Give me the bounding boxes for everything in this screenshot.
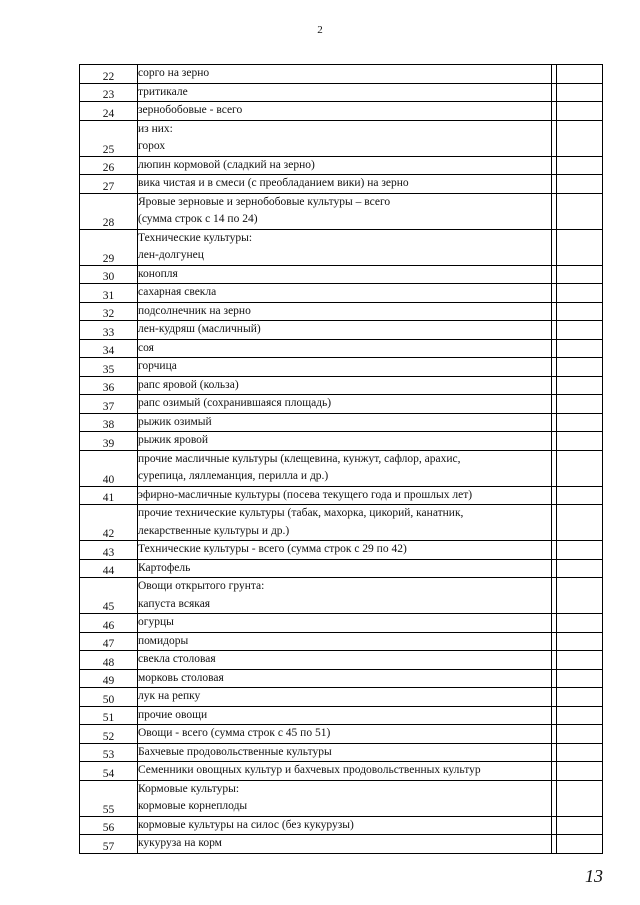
row-number: 50 <box>80 688 138 707</box>
row-label-line: рапс яровой (кольза) <box>138 378 239 391</box>
row-label-line: сурепица, ляллеманция, перилла и др.) <box>138 470 329 482</box>
empty-cell <box>557 83 603 102</box>
row-label <box>138 339 552 358</box>
row-label-line: рыжик яровой <box>138 434 209 446</box>
table-row <box>80 65 603 84</box>
empty-cell <box>557 175 603 194</box>
row-label-line: Овощи открытого грунта: <box>138 580 265 592</box>
table-row <box>80 486 603 505</box>
empty-cell <box>557 321 603 340</box>
row-label-line: Технические культуры: <box>138 231 253 244</box>
row-label <box>138 780 552 816</box>
row-label <box>138 229 552 265</box>
empty-cell <box>557 156 603 175</box>
table-row <box>80 651 603 670</box>
empty-cell <box>557 358 603 377</box>
row-number: 56 <box>80 816 138 835</box>
row-number: 40 <box>80 450 138 486</box>
row-label-line: сахарная свекла <box>138 286 217 298</box>
empty-cell <box>557 632 603 651</box>
empty-cell <box>557 835 603 854</box>
row-number: 24 <box>80 102 138 121</box>
row-label-line: кормовые культуры на силос (без кукурузы) <box>138 818 354 831</box>
row-label-line: Семенники овощных культур и бахчевых продовольственных культур <box>138 764 481 776</box>
empty-cell <box>557 541 603 560</box>
empty-cell <box>557 339 603 358</box>
table-row <box>80 175 603 194</box>
row-number: 30 <box>80 265 138 284</box>
row-label <box>138 83 552 102</box>
empty-cell <box>557 614 603 633</box>
row-label-line: горчица <box>138 360 177 372</box>
row-label <box>138 376 552 395</box>
table-row <box>80 669 603 688</box>
table-row <box>80 578 603 614</box>
row-label-line: огурцы <box>138 616 174 628</box>
table-row <box>80 321 603 340</box>
table-row <box>80 120 603 156</box>
empty-cell <box>557 816 603 835</box>
empty-cell <box>557 193 603 229</box>
row-label <box>138 486 552 505</box>
row-number: 37 <box>80 395 138 414</box>
row-label <box>138 578 552 614</box>
row-label <box>138 450 552 486</box>
row-label-line: лен-кудряш (масличный) <box>138 323 261 335</box>
row-number: 23 <box>80 83 138 102</box>
empty-cell <box>557 284 603 303</box>
row-label <box>138 65 552 84</box>
row-label <box>138 175 552 194</box>
table-row <box>80 265 603 284</box>
row-number: 42 <box>80 505 138 541</box>
row-number: 28 <box>80 193 138 229</box>
row-label-line: прочие овощи <box>138 708 208 721</box>
empty-cell <box>557 706 603 725</box>
row-label-line: лук на репку <box>138 690 201 702</box>
row-label <box>138 816 552 835</box>
row-label-line: люпин кормовой (сладкий на зерно) <box>138 158 315 171</box>
empty-cell <box>557 413 603 432</box>
row-number: 41 <box>80 486 138 505</box>
empty-cell <box>557 688 603 707</box>
row-number: 27 <box>80 175 138 194</box>
row-label <box>138 505 552 541</box>
row-label <box>138 265 552 284</box>
page-number: 2 <box>317 24 323 36</box>
empty-cell <box>557 432 603 451</box>
empty-cell <box>557 395 603 414</box>
table-row <box>80 83 603 102</box>
row-label <box>138 358 552 377</box>
row-label-line: прочие технические культуры (табак, махорка, цикорий, канатник, <box>138 507 464 519</box>
row-label-line: кукуруза на корм <box>138 837 222 849</box>
table-row <box>80 614 603 633</box>
row-number: 53 <box>80 743 138 762</box>
table-row <box>80 450 603 486</box>
row-label <box>138 614 552 633</box>
row-label-line: сорго на зерно <box>138 67 210 79</box>
row-label <box>138 835 552 854</box>
row-label-line: вика чистая и в смеси (с преобладанием вики) на зерно <box>138 177 409 189</box>
empty-cell <box>557 651 603 670</box>
table-row <box>80 358 603 377</box>
table-row <box>80 376 603 395</box>
row-label <box>138 541 552 560</box>
table-row <box>80 762 603 781</box>
row-number: 39 <box>80 432 138 451</box>
row-number: 35 <box>80 358 138 377</box>
table-row <box>80 816 603 835</box>
row-label-line: горох <box>138 140 166 152</box>
table-row <box>80 395 603 414</box>
row-label-line: капуста всякая <box>138 597 211 610</box>
empty-cell <box>557 102 603 121</box>
row-label <box>138 302 552 321</box>
table-row <box>80 780 603 816</box>
table-row <box>80 688 603 707</box>
row-label <box>138 688 552 707</box>
table-row <box>80 229 603 265</box>
empty-cell <box>557 762 603 781</box>
row-label-line: Яровые зерновые и зернобобовые культуры – всего <box>138 195 391 208</box>
row-label <box>138 559 552 578</box>
row-number: 26 <box>80 156 138 175</box>
row-label-line: рапс озимый (сохранившаяся площадь) <box>138 397 332 409</box>
row-label-line: конопля <box>138 267 178 280</box>
empty-cell <box>557 302 603 321</box>
row-label-line: кормовые корнеплоды <box>138 800 248 812</box>
table-row <box>80 559 603 578</box>
row-number: 51 <box>80 706 138 725</box>
empty-cell <box>557 450 603 486</box>
crops-table <box>79 64 603 854</box>
empty-cell <box>557 725 603 744</box>
row-number: 52 <box>80 725 138 744</box>
row-label <box>138 193 552 229</box>
row-number: 44 <box>80 559 138 578</box>
row-label <box>138 156 552 175</box>
row-label-line: лекарственные культуры и др.) <box>138 524 290 537</box>
table-row <box>80 339 603 358</box>
row-label-line: Бахчевые продовольственные культуры <box>138 745 332 758</box>
empty-cell <box>557 376 603 395</box>
row-label <box>138 632 552 651</box>
row-number: 46 <box>80 614 138 633</box>
row-label <box>138 321 552 340</box>
empty-cell <box>557 578 603 614</box>
empty-cell <box>557 486 603 505</box>
row-label-line: свекла столовая <box>138 653 216 665</box>
table-row <box>80 284 603 303</box>
table-row <box>80 706 603 725</box>
row-label-line: лен-долгунец <box>138 249 204 261</box>
table-row <box>80 632 603 651</box>
table-row <box>80 835 603 854</box>
table-row <box>80 193 603 229</box>
handwritten-page-mark: 13 <box>585 866 603 886</box>
row-number: 31 <box>80 284 138 303</box>
row-label-line: помидоры <box>138 634 189 647</box>
row-label <box>138 102 552 121</box>
row-number: 54 <box>80 762 138 781</box>
row-number: 49 <box>80 669 138 688</box>
row-label-line: рыжик озимый <box>138 415 212 428</box>
row-number: 48 <box>80 651 138 670</box>
row-number: 47 <box>80 632 138 651</box>
crops-table-body <box>80 65 603 854</box>
row-number: 29 <box>80 229 138 265</box>
row-number: 22 <box>80 65 138 84</box>
row-label <box>138 762 552 781</box>
row-number: 32 <box>80 302 138 321</box>
row-number: 33 <box>80 321 138 340</box>
row-label-line: тритикале <box>138 85 188 98</box>
row-label-line: морковь столовая <box>138 671 224 684</box>
row-label <box>138 432 552 451</box>
empty-cell <box>557 780 603 816</box>
table-row <box>80 413 603 432</box>
row-label <box>138 120 552 156</box>
empty-cell <box>557 265 603 284</box>
row-label-line: соя <box>138 341 154 354</box>
row-label-line: зернобобовые - всего <box>138 104 243 116</box>
row-label-line: Кормовые культуры: <box>138 782 240 795</box>
row-number: 36 <box>80 376 138 395</box>
table-row <box>80 102 603 121</box>
row-number: 55 <box>80 780 138 816</box>
table-row <box>80 743 603 762</box>
row-number: 45 <box>80 578 138 614</box>
empty-cell <box>557 669 603 688</box>
row-label <box>138 706 552 725</box>
row-label-line: (сумма строк с 14 по 24) <box>138 213 258 225</box>
empty-cell <box>557 65 603 84</box>
table-row <box>80 302 603 321</box>
row-label-line: Картофель <box>138 561 191 574</box>
row-number: 34 <box>80 339 138 358</box>
row-number: 43 <box>80 541 138 560</box>
row-label <box>138 651 552 670</box>
table-row <box>80 541 603 560</box>
empty-cell <box>557 229 603 265</box>
row-number: 38 <box>80 413 138 432</box>
empty-cell <box>557 120 603 156</box>
empty-cell <box>557 505 603 541</box>
row-label-line: эфирно-масличные культуры (посева текущего года и прошлых лет) <box>138 488 473 501</box>
row-label <box>138 395 552 414</box>
row-label <box>138 725 552 744</box>
row-label <box>138 743 552 762</box>
row-label-line: прочие масличные культуры (клещевина, кунжут, сафлор, арахис, <box>138 452 461 465</box>
empty-cell <box>557 559 603 578</box>
table-row <box>80 725 603 744</box>
row-number: 25 <box>80 120 138 156</box>
table-row <box>80 432 603 451</box>
table-row <box>80 156 603 175</box>
row-number: 57 <box>80 835 138 854</box>
row-label-line: Технические культуры - всего (сумма строк с 29 по 42) <box>138 543 407 555</box>
row-label <box>138 413 552 432</box>
row-label-line: Овощи - всего (сумма строк с 45 по 51) <box>138 727 331 739</box>
row-label <box>138 669 552 688</box>
table-row <box>80 505 603 541</box>
empty-cell <box>557 743 603 762</box>
row-label-line: из них: <box>138 122 173 135</box>
row-label-line: подсолнечник на зерно <box>138 304 251 317</box>
row-label <box>138 284 552 303</box>
